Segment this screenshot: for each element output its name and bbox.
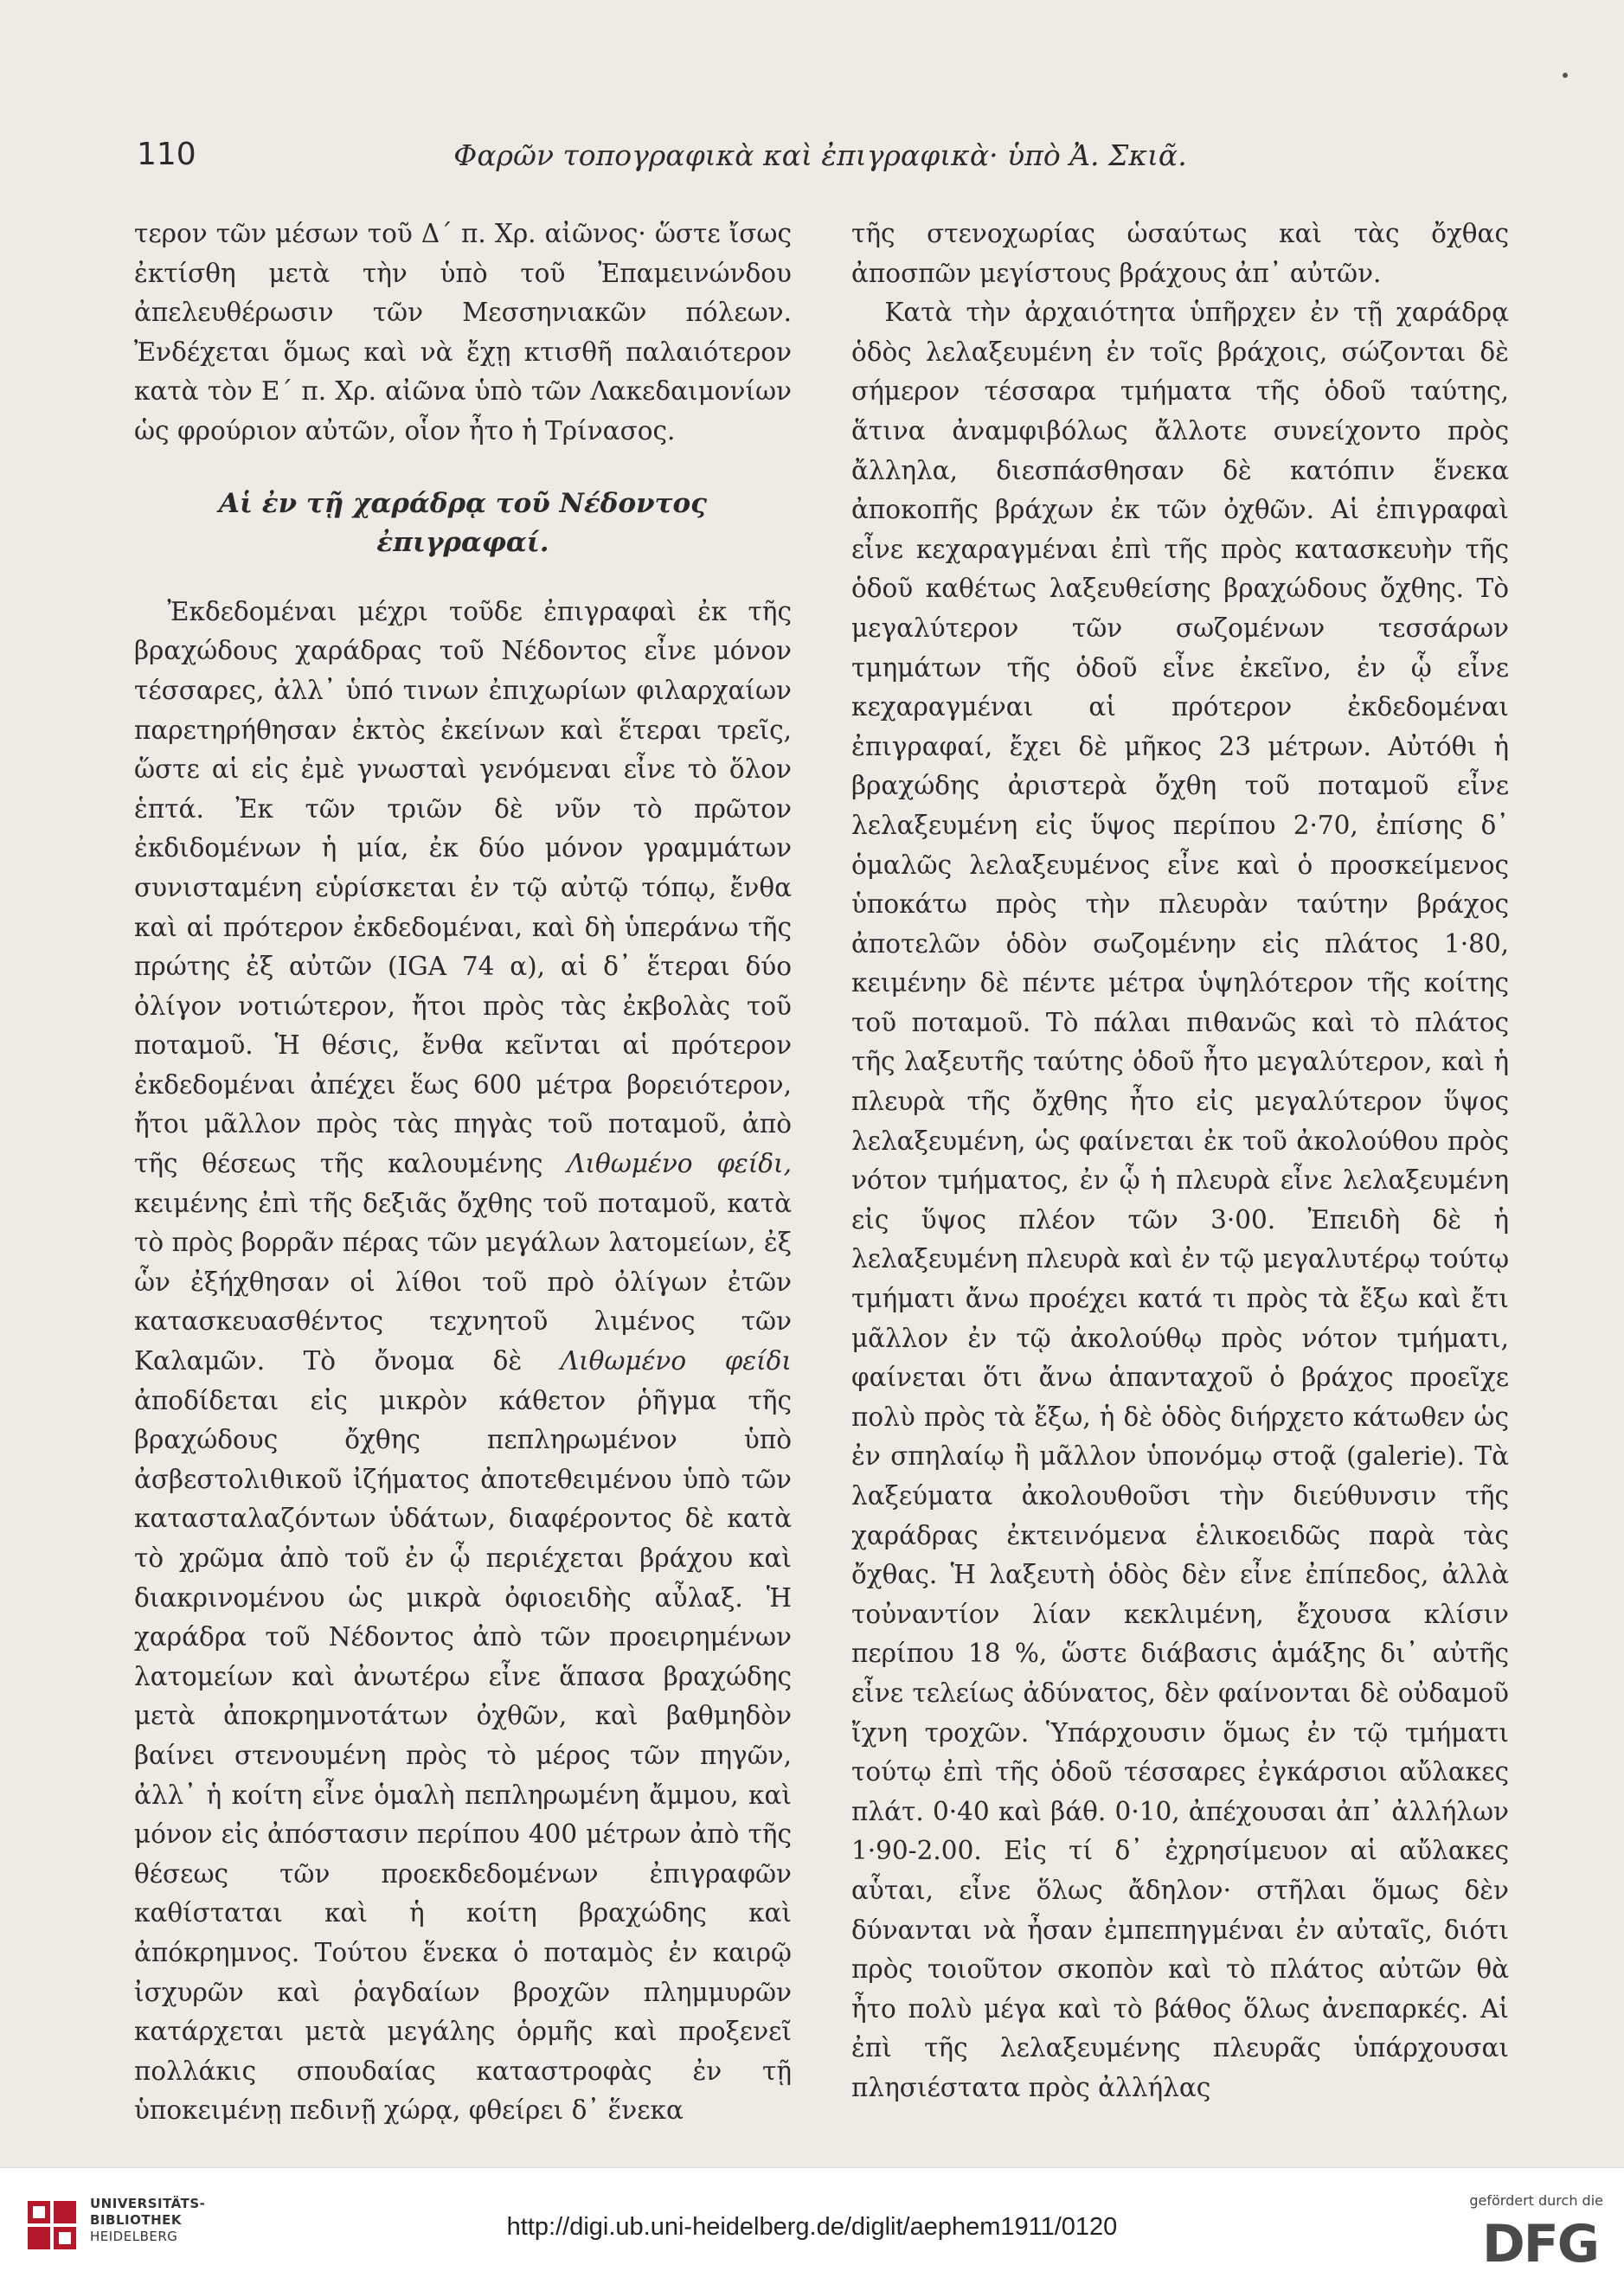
dfg-logo: DFG: [1481, 2214, 1598, 2274]
left-paragraph-2-text-c: ἀποδίδεται εἰς μικρὸν κάθετον ῥῆγμα τῆς βραχώδους ὄχθης πεπληρωμένον ὑπὸ ἀσβεστολιθικοῦ ἰζήματος ἀποτεθειμένου ὑπὸ τῶν κατασταλαζόντων ὑδάτων, διαφέροντος δὲ κατὰ τὸ χρῶμα ἀπὸ τοῦ ἐν ᾧ περιέχεται βράχου καὶ διακρινομένου ὡς μικρὰ ὀφιοειδὴς αὖλαξ. Ἡ χαράδρα τοῦ Νέδοντος ἀπὸ τῶν προειρημένων λατομείων καὶ ἀνωτέρω εἶνε ἅπασα βραχώδης μετὰ ἀποκρημνοτάτων ὀχθῶν, καὶ βαθμηδὸν βαίνει στενουμένη πρὸς τὸ μέρος τῶν πηγῶν, ἀλλ᾽ ἡ κοίτη εἶνε ὁμαλὴ πεπληρωμένη ἄμμου, καὶ μόνον εἰς ἀπόστασιν περίπου 400 μέτρων ἀπὸ τῆς θέσεως τῶν προεκδεδομένων ἐπιγραφῶν καθίσταται καὶ ἡ κοίτη βραχώδης καὶ ἀπόκρημνος. Τούτου ἕνεκα ὁ ποταμὸς ἐν καιρῷ ἰσχυρῶν καὶ ῥαγδαίων βροχῶν πλημμυρῶν κατάρχεται μετὰ μεγάλης ὁρμῆς καὶ προξενεῖ πολλάκις σπουδαίας καταστροφὰς ἐν τῇ ὑποκειμένῃ πεδινῇ χώρᾳ, φθείρει δ᾽ ἕνεκα: [134, 1385, 792, 2126]
funding-caption: gefördert durch die: [1469, 2192, 1603, 2209]
place-name-italic-1: Λιθωμένο φείδι,: [567, 1149, 792, 1179]
viewer-footer: [0, 2167, 1624, 2284]
running-title: Φαρῶν τοπογραφικὰ καὶ ἐπιγραφικὰ· ὑπὸ Ἀ. Σκιᾶ.: [453, 138, 1187, 172]
left-paragraph-2: [134, 593, 792, 2131]
left-paragraph-2-text-a: Ἐκδεδομέναι μέχρι τοῦδε ἐπιγραφαὶ ἐκ τῆς βραχώδους χαράδρας τοῦ Νέδοντος εἶνε μόνον τέσσαρες, ἀλλ᾽ ὑπό τινων ἐπιχωρίων φιλαρχαίων παρετηρήθησαν ἐκτὸς ἐκείνων καὶ ἕτεραι τρεῖς, ὥστε αἱ εἰς ἐμὲ γνωσταὶ γενόμεναι εἶνε τὸ ὅλον ἑπτά. Ἐκ τῶν τριῶν δὲ νῦν τὸ πρῶτον ἐκδιδομένων ἡ μία, ἐκ δύο μόνον γραμμάτων συνισταμένη εὑρίσκεται ἐν τῷ αὐτῷ τόπῳ, ἔνθα καὶ αἱ πρότερον ἐκδεδομέναι, καὶ δὴ ὑπεράνω τῆς πρώτης ἐξ αὐτῶν (IGA 74 α), αἱ δ᾽ ἕτεραι δύο ὀλίγον νοτιώτερον, ἤτοι πρὸς τὰς ἐκβολὰς τοῦ ποταμοῦ. Ἡ θέσις, ἔνθα κεῖνται αἱ πρότερον ἐκδεδομέναι ἀπέχει ἕως 600 μέτρα βορειότερον, ἤτοι μᾶλλον πρὸς τὰς πηγὰς τοῦ ποταμοῦ, ἀπὸ τῆς θέσεως τῆς καλουμένης: [134, 596, 792, 1179]
page-number: 110: [137, 137, 196, 172]
library-name-line-1: UNIVERSITÄTS-: [90, 2196, 206, 2211]
right-column: [851, 215, 1509, 2108]
left-paragraph-2-text-b: κειμένης ἐπὶ τῆς δεξιᾶς ὄχθης τοῦ ποταμοῦ, κατὰ τὸ πρὸς βορρᾶν πέρας τῶν μεγάλων λατομείων, ἐξ ὧν ἐξήχθησαν οἱ λίθοι τοῦ πρὸ ὀλίγων ἐτῶν κατασκευασθέντος τεχνητοῦ λιμένος τῶν Καλαμῶν. Τὸ ὄνομα δὲ: [134, 1188, 792, 1376]
left-column: [134, 215, 792, 2131]
library-name-line-2: BIBLIOTHEK: [90, 2212, 182, 2228]
right-paragraph-2: Κατὰ τὴν ἀρχαιότητα ὑπῆρχεν ἐν τῇ χαράδρᾳ ὁδὸς λελαξευμένη ἐν τοῖς βράχοις, σώζονται δὲ σήμερον τέσσαρα τμήματα τῆς ὁδοῦ ταύτης, ἅτινα ἀναμφιβόλως ἄλλοτε συνείχοντο πρὸς ἄλληλα, διεσπάσθησαν δὲ κατόπιν ἕνεκα ἀποκοπῆς βράχων ἐκ τῶν ὀχθῶν. Αἱ ἐπιγραφαὶ εἶνε κεχαραγμέναι ἐπὶ τῆς πρὸς κατασκευὴν τῆς ὁδοῦ καθέτως λαξευθείσης βραχώδους ὄχθης. Τὸ μεγαλύτερον τῶν σωζομένων τεσσάρων τμημάτων τῆς ὁδοῦ εἶνε ἐκεῖνο, ἐν ᾧ εἶνε κεχαραγμέναι αἱ πρότερον ἐκδεδομέναι ἐπιγραφαί, ἔχει δὲ μῆκος 23 μέτρων. Αὐτόθι ἡ βραχώδης ἀριστερὰ ὄχθη τοῦ ποταμοῦ εἶνε λελαξευμένη εἰς ὕψος περίπου 2·70, ἐπίσης δ᾽ ὁμαλῶς λελαξευμένος εἶνε καὶ ὁ προσκείμενος ὑποκάτω πρὸς τὴν πλευρὰν ταύτην βράχος ἀποτελῶν ὁδὸν σωζομένην εἰς πλάτος 1·80, κειμένην δὲ πέντε μέτρα ὑψηλότερον τῆς κοίτης τοῦ ποταμοῦ. Τὸ πάλαι πιθανῶς καὶ τὸ πλάτος τῆς λαξευτῆς ταύτης ὁδοῦ ἦτο μεγαλύτερον, καὶ ἡ πλευρὰ τῆς ὄχθης ἦτο εἰς μεγαλύτερον ὕψος λελαξευμένη, ὡς φαίνεται ἐκ τοῦ ἀκολούθου πρὸς νότον τμήματος, ἐν ᾧ ἡ πλευρὰ εἶνε λελαξευμένη εἰς ὕψος πλέον τῶν 3·00. Ἐπειδὴ δὲ ἡ λελαξευμένη πλευρὰ καὶ ἐν τῷ μεγαλυτέρῳ τούτῳ τμήματι ἄνω προέχει κατά τι πρὸς τὰ ἔξω καὶ ἔτι μᾶλλον ἐν τῷ ἀκολούθῳ πρὸς νότον τμήματι, φαίνεται ὅτι ἄνω ἁπανταχοῦ ὁ βράχος προεῖχε πολὺ πρὸς τὰ ἔξω, ἡ δὲ ὁδὸς διήρχετο κάτωθεν ὡς ἐν σπηλαίῳ ἢ μᾶλλον ὑπονόμῳ στοᾷ (galerie). Τὰ λαξεύματα ἀκολουθοῦσι τὴν διεύθυνσιν τῆς χαράδρας ἐκτεινόμενα ἑλικοειδῶς παρὰ τὰς ὄχθας. Ἡ λαξευτὴ ὁδὸς δὲν εἶνε ἐπίπεδος, ἀλλὰ τοὐναντίον λίαν κεκλιμένη, ἔχουσα κλίσιν περίπου 18 %, ὥστε διάβασις ἁμάξης δι᾽ αὐτῆς εἶνε τελείως ἀδύνατος, δὲν φαίνονται δὲ οὐδαμοῦ ἴχνη τροχῶν. Ὑπάρχουσιν ὅμως ἐν τῷ τμήματι τούτῳ ἐπὶ τῆς ὁδοῦ τέσσαρες ἐγκάρσιοι αὔλακες πλάτ. 0·40 καὶ βάθ. 0·10, ἀπέχουσαι ἀπ᾽ ἀλλήλων 1·90-2.00. Εἰς τί δ᾽ ἐχρησίμευον αἱ αὔλακες αὗται, εἶνε ὅλως ἄδηλον· στῆλαι ὅμως δὲν δύνανται νὰ ἦσαν ἐμπεπηγμέναι ἐν αὐταῖς, διότι πρὸς τοιοῦτον σκοπὸν καὶ τὸ πλάτος αὐτῶν θὰ ἦτο πολὺ μέγα καὶ τὸ βάθος ὅλως ἀνεπαρκές. Αἱ ἐπὶ τῆς λελαξευμένης πλευρᾶς ὑπάρχουσαι πλησιέστατα πρὸς ἀλλήλας: [851, 298, 1509, 2102]
left-paragraph-1: τερον τῶν μέσων τοῦ Δ΄ π. Χρ. αἰῶνος· ὥστε ἴσως ἐκτίσθη μετὰ τὴν ὑπὸ τοῦ Ἐπαμεινώνδου ἀπελευθέρωσιν τῶν Μεσσηνιακῶν πόλεων. Ἐνδέχεται ὅμως καὶ νὰ ἔχῃ κτισθῆ παλαιότερον κατὰ τὸν Ε΄ π. Χρ. αἰῶνα ὑπὸ τῶν Λακεδαιμονίων ὡς φρούριον αὐτῶν, οἷον ἦτο ἡ Τρίνασος.: [134, 219, 792, 446]
right-paragraph-1: τῆς στενοχωρίας ὡσαύτως καὶ τὰς ὄχθας ἀποσπῶν μεγίστους βράχους ἀπ᾽ αὐτῶν.: [851, 219, 1509, 288]
place-name-italic-2: Λιθωμένο φείδι: [560, 1346, 793, 1376]
section-heading: Αἱ ἐν τῇ χαράδρᾳ τοῦ Νέδοντος ἐπιγραφαί.: [218, 487, 708, 559]
scan-dust-mark: [1563, 73, 1568, 78]
permalink-url[interactable]: http://digi.ub.uni-heidelberg.de/diglit/aephem1911/0120: [506, 2213, 1118, 2241]
library-name-line-3: HEIDELBERG: [90, 2229, 178, 2244]
running-header: [137, 137, 1504, 180]
